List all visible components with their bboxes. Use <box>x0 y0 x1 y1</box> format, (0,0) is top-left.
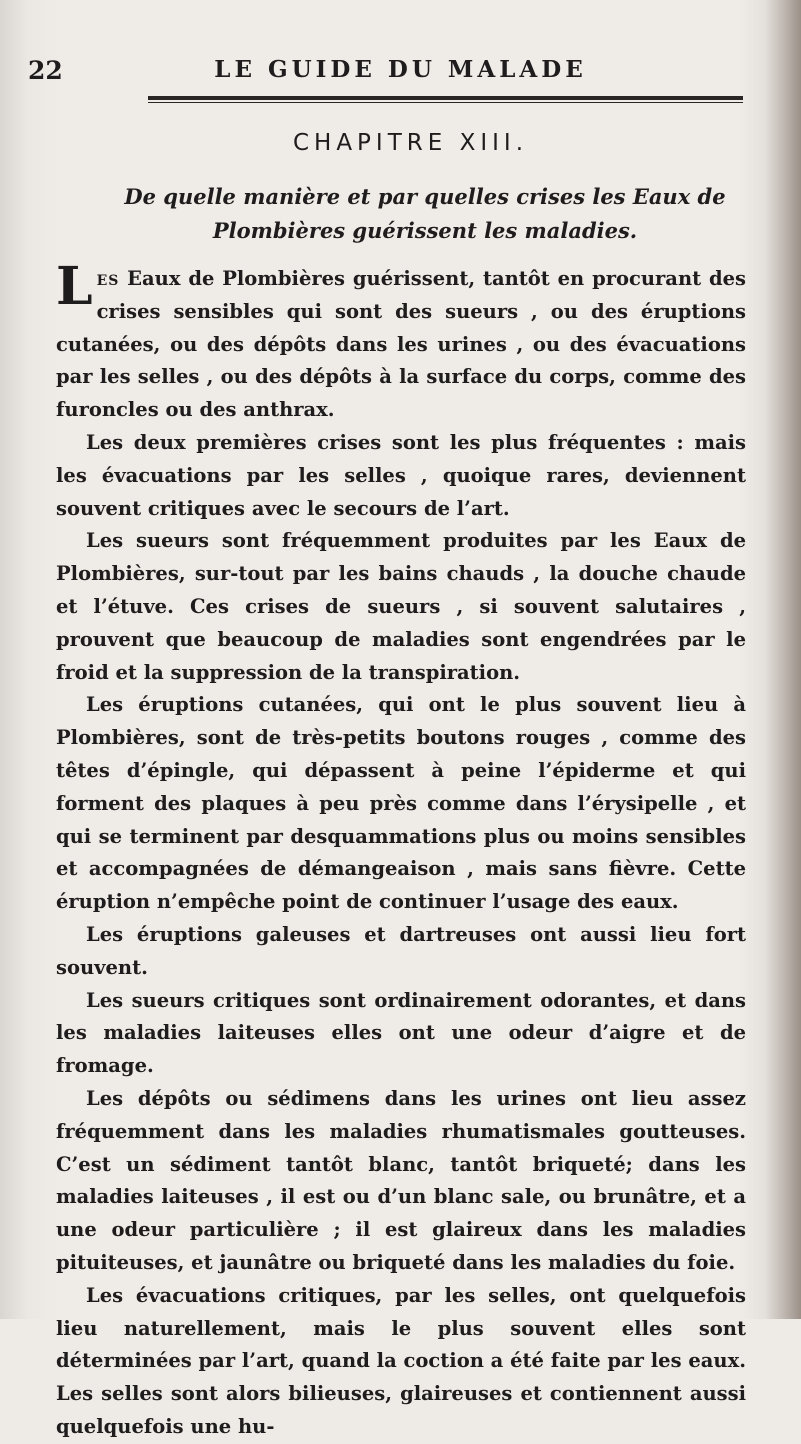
chapter-heading: CHAPITRE XIII. <box>292 130 529 156</box>
body-text <box>56 256 746 1444</box>
paragraph: Les sueurs critiques sont ordinairement odorantes, et dans les maladies laiteuses elles ont une odeur d’aigre et de fromage. <box>56 988 746 1078</box>
header-rule <box>148 96 743 100</box>
running-title: LE GUIDE DU MALADE <box>214 56 587 83</box>
paragraph: Les éruptions cutanées, qui ont le plus souvent lieu à Plombières, sont de très-petits boutons rouges , comme des têtes d’épingle, qui dépassent à peine l’épiderme et qui forment des plaques à peu près comme dans l’érysipelle , et qui se terminent par desquammations plus ou moins sensibles et accompagnées de démangeaison , mais sans fièvre. Cette éruption n’empêche point de continuer l’usage des eaux. <box>56 693 746 914</box>
paragraph: Les dépôts ou sédimens dans les urines ont lieu assez fréquemment dans les maladies rhumatismales goutteuses. C’est un sédiment tantôt blanc, tantôt briqueté; dans les maladies laiteuses , il est ou d’un blanc sale, ou brunâtre, et a une odeur particulière ; il est glaireux dans les maladies pituiteuses, et jaunâtre ou briqueté dans les maladies du foie. <box>56 1086 746 1274</box>
paragraph <box>56 256 746 427</box>
page-number: 22 <box>28 56 63 85</box>
first-word-rest: es <box>96 267 120 290</box>
paragraph: Les sueurs sont fréquemment produites par les Eaux de Plombières, sur-tout par les bains chauds , la douche chaude et l’étuve. Ces crises de sueurs , si souvent salutaires , prouvent que beaucoup de maladies sont engendrées par le froid et la suppression de la transpiration. <box>56 529 746 684</box>
paragraph: Les deux premières crises sont les plus fréquentes : mais les évacuations par les selles , quoique rares, deviennent souvent critiques avec le secours de l’art. <box>56 430 746 520</box>
paragraph-text: Eaux de Plombières guérissent, tantôt en procurant des crises sensibles qui sont des sueurs , ou des éruptions cutanées, ou des dépôts dans les urines , ou des évacuations par les selles , ou des dépôts à la surface du corps, comme des furoncles ou des anthrax. <box>56 267 746 422</box>
header-rule-thin <box>148 102 743 103</box>
paragraph: Les évacuations critiques, par les selles, ont quelquefois lieu naturellement, mais le plus souvent elles sont déterminées par l’art, quand la coction a été faite par les eaux. Les selles sont alors bilieuses, glaireuses et contiennent aussi quelquefois une hu- <box>56 1283 746 1438</box>
drop-cap: L <box>56 256 93 317</box>
paragraph: Les éruptions galeuses et dartreuses ont aussi lieu fort souvent. <box>56 922 746 979</box>
chapter-subtitle: De quelle manière et par quelles crises les Eaux de Plombières guérissent les maladies. <box>124 184 726 243</box>
page-header <box>0 56 801 96</box>
